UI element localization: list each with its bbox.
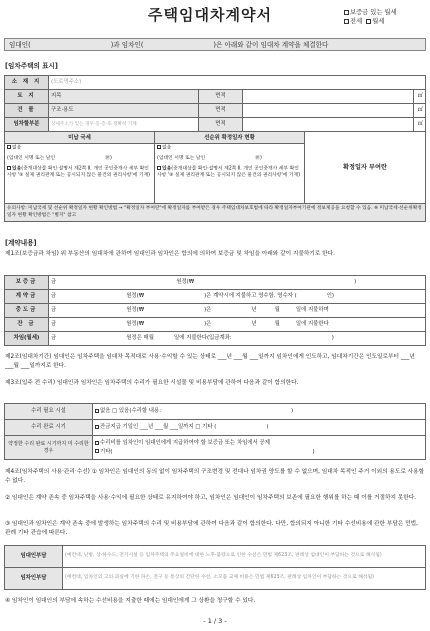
- row-label: 건 물: [5, 104, 49, 118]
- option-checkbox[interactable]: [366, 19, 371, 24]
- article-2: 제2조(임대차기간) 임대인은 임차주택을 임대차 목적대로 사용·수익할 수 있는 상태로 ___년 ___월 ___일까지 임차인에게 인도하고, 임대차기간은 인도일로부터 ___년 ___월 ___일까지로 한다.: [5, 354, 415, 369]
- deposit-field[interactable]: 금 원정(₩ ): [49, 276, 426, 290]
- rented-part-field[interactable]: 상세주소가 있는 경우 동·층·호 정확히 기재: [49, 118, 199, 132]
- has-label: 있음: [12, 166, 22, 172]
- notice-cell: 유의사항: 미납국세 및 선순위 확정일자 현황 확인방법 → "확정일자 부여란"에 확정일자를 부여받은 경우 주택임대차보호법에 따라 확정일자부여기관에 정보제공을 요청할 수 있음. ※ 미납국세·선순위확정일자 현황 확인방법은 "별지" 참고: [5, 204, 426, 222]
- article-4-3: ③ 임대인과 임차인은 계약 존속 중에 발생하는 임차주택의 수리 및 비용부담에 관하여 다음과 같이 합의한다. 다만, 합의되지 아니한 기타 수선비용에 관한 부담은 민법, 판례 기타 관습에 따른다.: [5, 521, 418, 536]
- burden-table: [4, 545, 426, 590]
- sign-label: (임대인 서명 또는 날인: [7, 155, 56, 161]
- seal-mark: ㊞): [105, 155, 112, 161]
- section-heading: [임차주택의 표시]: [5, 62, 58, 70]
- contract-type-options: [344, 9, 428, 26]
- payment-label: 잔 금: [5, 318, 49, 332]
- address-field[interactable]: (도로명주소): [49, 76, 426, 90]
- land-area-field[interactable]: [243, 90, 414, 104]
- interim-payment-field[interactable]: 금 원정(₩ )은 년 월 일에 지불하며: [49, 304, 426, 318]
- section-heading: [계약내용]: [5, 239, 37, 247]
- unit: ㎡: [414, 118, 426, 132]
- repair-label: 약정한 수리 완료 시기까지 미 수리한 경우: [5, 436, 93, 460]
- article-3: 제3조(입주 전 수리) 임대인과 임차인은 임차주택의 수리가 필요한 시설물 및 비용부담에 관하여 다음과 같이 합의한다.: [5, 380, 299, 386]
- fixed-date-box: 확정일자 부여란: [305, 132, 426, 204]
- unpaid-tax-cell: [5, 144, 155, 204]
- unit: ㎡: [414, 104, 426, 118]
- seal-mark: ㊞): [255, 155, 262, 161]
- lessor-burden-field[interactable]: (예컨대, 난방, 상·하수도, 전기시설 등 임차주택의 주요설비에 대한 노후·불량으로 인한 수선은 민법 제623조, 판례상 임대인이 부담하는 것으로 해석됨): [63, 546, 426, 568]
- article-4-4: ④ 임차인이 임대인의 부담에 속하는 수선비용을 지출한 때에는 임대인에게 그 상환을 청구할 수 있다.: [5, 598, 256, 604]
- area-label: 면적: [199, 104, 243, 118]
- has-checkbox[interactable]: [157, 166, 161, 170]
- repair-table: [4, 403, 426, 460]
- option-checkbox[interactable]: [344, 10, 349, 15]
- row-label: 임차할부분: [5, 118, 49, 132]
- page-number: - 1 / 3 -: [203, 617, 227, 625]
- none-label: 없음: [12, 145, 22, 151]
- burden-label: 임차인부담: [5, 568, 63, 590]
- row-label: 소 재 지: [5, 76, 49, 90]
- none-label: 없음: [162, 145, 172, 151]
- has-detail: (중개대상물 확인·설명서 제2쪽 Ⅱ. 개인 공인중개사 세부 확인사항 '⑨ 실제 권리관계 또는 공시되지 않은 물건의 권리사항'에 기재): [7, 166, 151, 179]
- lessee-burden-field[interactable]: (예컨대, 임차인의 고의·과실에 기한 파손, 전구 등 통상의 간단한 수선, 소모품 교체 비용은 민법 제623조, 판례상 임차인이 부담하는 것으로 해석됨): [63, 568, 426, 590]
- area-label: 면적: [199, 90, 243, 104]
- burden-label: 임대인부담: [5, 546, 63, 568]
- intro-lessor: 임대인(: [9, 41, 31, 49]
- page-title: 주택임대차계약서: [148, 6, 272, 24]
- payment-label: 계약금: [5, 290, 49, 304]
- option-label: 전세: [350, 17, 363, 25]
- unpaid-tax-header: 미납 국세: [5, 132, 155, 144]
- priority-header: 선순위 확정일자 현황: [155, 132, 305, 144]
- sign-label: (임대인 서명 또는 날인: [157, 155, 206, 161]
- payment-label: 중도금: [5, 304, 49, 318]
- payment-table: [4, 275, 426, 346]
- structure-label: 구조·용도: [49, 104, 199, 118]
- row-label: 토 지: [5, 90, 49, 104]
- repair-unmet-field[interactable]: 수리비를 임차인이 임대인에게 지급하여야 할 보증금 또는 차임에서 공제 기타( ): [93, 436, 426, 460]
- repair-needed-field[interactable]: 없음 □ 있음(수리할 내용: ): [93, 404, 426, 420]
- down-payment-field[interactable]: 금 원정(₩ )은 계약시에 지불하고 영수함. 영수자 ( 인): [49, 290, 426, 304]
- article-1: 제1조(보증금과 차임) 위 부동산의 임대차에 관하여 임대인과 임차인은 합의에 의하여 보증금 및 차임을 아래와 같이 지불하기로 한다.: [5, 251, 335, 257]
- building-area-field[interactable]: [243, 104, 414, 118]
- has-label: 있음: [162, 166, 172, 172]
- rented-area-field[interactable]: [243, 118, 414, 132]
- article-4: 제4조(임차주택의 사용·관리·수선) ① 임차인은 임대인의 동의 없이 임차주택의 구조변경 및 전대나 임차권 양도를 할 수 없으며, 임대차 목적인 주거 이외의 용도로 사용할 수 없다.: [5, 469, 425, 484]
- balance-field[interactable]: 금 원정(₩ )은 년 월 일에 지불한다: [49, 318, 426, 332]
- payment-label: 차임(월세): [5, 332, 49, 346]
- intro-mid: )과 임차인(: [110, 41, 144, 49]
- none-checkbox[interactable]: [7, 145, 11, 149]
- intro-line: [4, 38, 426, 51]
- repair-label: 수리 필요 시설: [5, 404, 93, 420]
- priority-cell: [155, 144, 305, 204]
- payment-label: 보증금: [5, 276, 49, 290]
- unit: ㎡: [414, 90, 426, 104]
- option-label: 보증금 있는 월세: [350, 9, 397, 16]
- repair-label: 수리 완료 시기: [5, 420, 93, 436]
- land-type-label: 지목: [49, 90, 199, 104]
- area-label: 면적: [199, 118, 243, 132]
- has-checkbox[interactable]: [7, 166, 11, 170]
- has-detail: (중개대상물 확인·설명서 제2쪽 Ⅱ. 개인 공인중개사 세부 확인사항 '⑨ 실제 권리관계 또는 공시되지 않은 물건의 권리사항'에 기재): [157, 166, 301, 179]
- article-4-2: ② 임대인은 계약 존속 중 임차주택을 사용·수익에 필요한 상태로 유지하여야 하고, 임차인은 임대인이 임차주택의 보존에 필요한 행위를 하는 때 이를 거절하지 못한다.: [5, 495, 417, 501]
- property-table: [4, 75, 426, 222]
- option-label: 월세: [372, 17, 385, 25]
- monthly-rent-field[interactable]: 금 원정은 매월 일에 지불한다(입금계좌: ): [49, 332, 426, 346]
- repair-deadline-field[interactable]: 잔금지급 기일인 ___년 ___월 ___일까지 □ 기타 ( ): [93, 420, 426, 436]
- option-checkbox[interactable]: [344, 19, 349, 24]
- none-checkbox[interactable]: [157, 145, 161, 149]
- intro-end: )은 아래와 같이 임대차 계약을 체결한다: [213, 41, 329, 49]
